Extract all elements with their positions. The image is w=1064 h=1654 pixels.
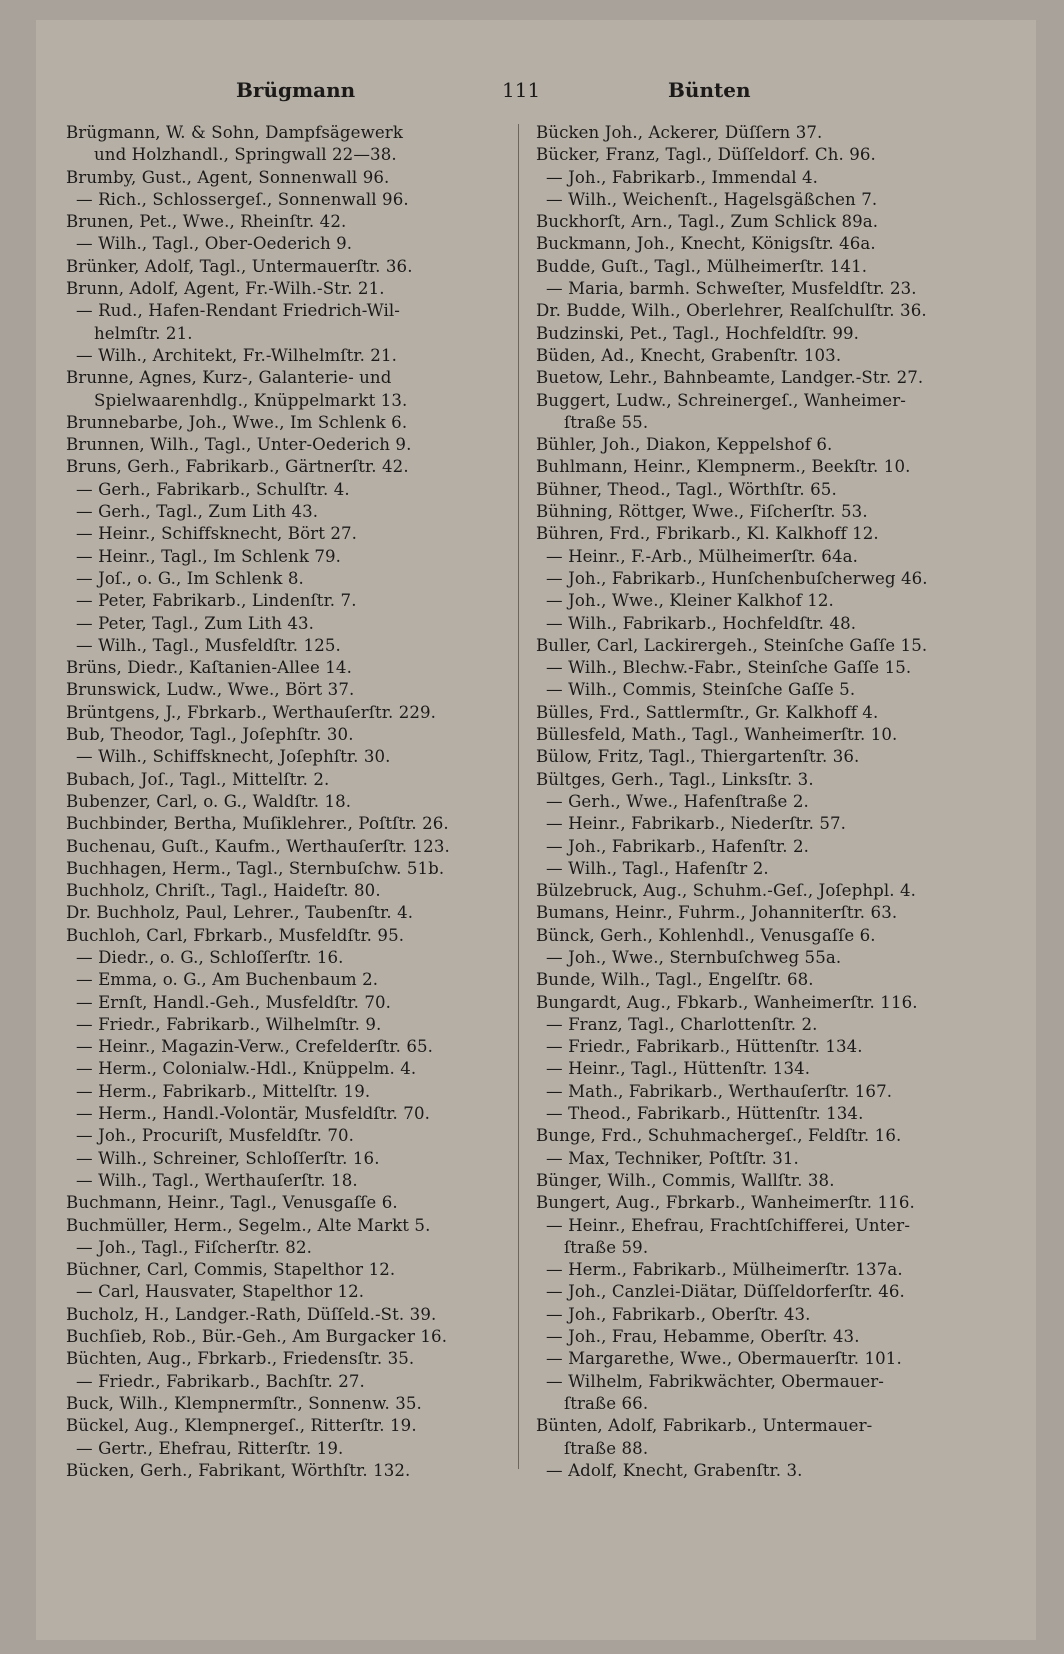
- directory-entry: — Herm., Fabrikarb., Mittelſtr. 19.: [76, 1081, 371, 1101]
- header-right-keyword: Bünten: [668, 78, 751, 102]
- directory-entry: Büden, Ad., Knecht, Grabenſtr. 103.: [536, 345, 842, 365]
- directory-entry: — Joh., Wwe., Kleiner Kalkhof 12.: [546, 591, 834, 611]
- column-divider: [518, 124, 519, 1469]
- directory-entry: — Heinr., Magazin-Verw., Crefelderſtr. 65.: [76, 1037, 434, 1057]
- directory-entry: Buchloh, Carl, Fbrkarb., Musfeldſtr. 95.: [66, 925, 405, 945]
- directory-entry: ſtraße 88.: [564, 1438, 649, 1458]
- directory-entry: Brünker, Adolf, Tagl., Untermauerſtr. 36.: [66, 256, 413, 276]
- directory-entry: Bülow, Fritz, Tagl., Thiergartenſtr. 36.: [536, 747, 860, 767]
- directory-entry: Bubenzer, Carl, o. G., Waldſtr. 18.: [66, 791, 352, 811]
- page-header: [36, 78, 1036, 118]
- directory-entry: Brunnebarbe, Joh., Wwe., Im Schlenk 6.: [66, 412, 408, 432]
- directory-entry: Bülzebruck, Aug., Schuhm.-Geſ., Joſephpl. 4.: [536, 881, 917, 901]
- directory-entry: Buchſieb, Rob., Bür.-Geh., Am Burgacker 16.: [66, 1327, 448, 1347]
- directory-entry: Bünten, Adolf, Fabrikarb., Untermauer-: [536, 1416, 873, 1436]
- directory-entry: — Rich., Schlossergeſ., Sonnenwall 96.: [76, 189, 409, 209]
- directory-entry: — Herm., Fabrikarb., Mülheimerſtr. 137a.: [546, 1260, 903, 1280]
- directory-entry: ſtraße 66.: [564, 1393, 649, 1413]
- directory-entry: — Margarethe, Wwe., Obermauerſtr. 101.: [546, 1349, 902, 1369]
- directory-entry: — Joh., Fabrikarb., Oberſtr. 43.: [546, 1304, 811, 1324]
- directory-entry: — Gerh., Fabrikarb., Schulſtr. 4.: [76, 479, 350, 499]
- directory-entry: Bruns, Gerh., Fabrikarb., Gärtnerſtr. 42.: [66, 457, 409, 477]
- directory-entry: Dr. Budde, Wilh., Oberlehrer, Realſchulſtr. 36.: [536, 301, 927, 321]
- directory-entry: — Gerh., Wwe., Hafenſtraße 2.: [546, 791, 809, 811]
- directory-entry: — Wilh., Blechw.-Fabr., Steinſche Gaſſe 15.: [546, 658, 912, 678]
- directory-entry: Buck, Wilh., Klempnermſtr., Sonnenw. 35.: [66, 1393, 422, 1413]
- directory-entry: Bühler, Joh., Diakon, Keppelshof 6.: [536, 435, 833, 455]
- directory-entry: — Math., Fabrikarb., Werthauſerſtr. 167.: [546, 1081, 893, 1101]
- directory-entry: — Herm., Handl.-Volontär, Musfeldſtr. 70.: [76, 1104, 431, 1124]
- directory-entry: — Wilh., Tagl., Musfeldſtr. 125.: [76, 635, 341, 655]
- directory-entry: — Maria, barmh. Schweſter, Musfeldſtr. 23.: [546, 279, 917, 299]
- directory-entry: — Friedr., Fabrikarb., Hüttenſtr. 134.: [546, 1037, 863, 1057]
- left-column: [66, 122, 506, 1482]
- directory-entry: Brunen, Pet., Wwe., Rheinſtr. 42.: [66, 212, 347, 232]
- directory-entry: — Joh., Canzlei-Diätar, Düſſeldorferſtr. 46.: [546, 1282, 905, 1302]
- directory-entry: — Rud., Hafen-Rendant Friedrich-Wil-: [76, 301, 400, 321]
- directory-entry: Brunn, Adolf, Agent, Fr.-Wilh.-Str. 21.: [66, 279, 385, 299]
- directory-entry: — Joh., Tagl., Fiſcherſtr. 82.: [76, 1237, 312, 1257]
- directory-entry: — Emma, o. G., Am Buchenbaum 2.: [76, 970, 379, 990]
- directory-entry: — Wilh., Fabrikarb., Hochfeldſtr. 48.: [546, 613, 857, 633]
- directory-entry: — Wilh., Tagl., Hafenſtr 2.: [546, 858, 769, 878]
- directory-entry: — Theod., Fabrikarb., Hüttenſtr. 134.: [546, 1104, 864, 1124]
- directory-entry: — Wilh., Weichenſt., Hagelsgäßchen 7.: [546, 189, 878, 209]
- directory-entry: Bub, Theodor, Tagl., Joſephſtr. 30.: [66, 725, 354, 745]
- directory-entry: — Peter, Fabrikarb., Lindenſtr. 7.: [76, 591, 357, 611]
- directory-entry: Buckmann, Joh., Knecht, Königsſtr. 46a.: [536, 234, 876, 254]
- directory-entry: ſtraße 55.: [564, 412, 649, 432]
- directory-entry: — Wilh., Architekt, Fr.-Wilhelmſtr. 21.: [76, 345, 398, 365]
- directory-entry: Bücker, Franz, Tagl., Düſſeldorf. Ch. 96.: [536, 145, 876, 165]
- directory-entry: Büchten, Aug., Fbrkarb., Friedensſtr. 35.: [66, 1349, 415, 1369]
- directory-entry: Buchmann, Heinr., Tagl., Venusgaſſe 6.: [66, 1193, 398, 1213]
- directory-entry: — Peter, Tagl., Zum Lith 43.: [76, 613, 315, 633]
- directory-entry: — Heinr., Schiffsknecht, Bört 27.: [76, 524, 358, 544]
- directory-entry: — Friedr., Fabrikarb., Bachſtr. 27.: [76, 1371, 365, 1391]
- directory-entry: helmſtr. 21.: [94, 323, 193, 343]
- directory-entry: Brunne, Agnes, Kurz-, Galanterie- und: [66, 368, 392, 388]
- directory-entry: Bünck, Gerh., Kohlenhdl., Venusgaſſe 6.: [536, 925, 876, 945]
- directory-entry: — Max, Techniker, Poſtſtr. 31.: [546, 1148, 799, 1168]
- directory-entry: — Adolf, Knecht, Grabenſtr. 3.: [546, 1460, 803, 1480]
- directory-entry: Spielwaarenhdlg., Knüppelmarkt 13.: [94, 390, 408, 410]
- directory-entry: Buggert, Ludw., Schreinergeſ., Wanheimer-: [536, 390, 906, 410]
- directory-entry: Büllesfeld, Math., Tagl., Wanheimerſtr. 10.: [536, 725, 898, 745]
- directory-entry: Buhlmann, Heinr., Klempnerm., Beekſtr. 10.: [536, 457, 911, 477]
- directory-entry: Buchenau, Guſt., Kaufm., Werthauſerſtr. 123.: [66, 836, 450, 856]
- right-column: [536, 122, 976, 1482]
- directory-entry: Buchholz, Chriſt., Tagl., Haideſtr. 80.: [66, 881, 381, 901]
- directory-entry: — Joſ., o. G., Im Schlenk 8.: [76, 568, 304, 588]
- directory-entry: — Gerh., Tagl., Zum Lith 43.: [76, 502, 319, 522]
- directory-entry: Bücken Joh., Ackerer, Düſſern 37.: [536, 123, 823, 142]
- directory-entry: — Gertr., Ehefrau, Ritterſtr. 19.: [76, 1438, 344, 1458]
- directory-entry: Bültges, Gerh., Tagl., Linksſtr. 3.: [536, 769, 814, 789]
- directory-entry: Buchhagen, Herm., Tagl., Sternbuſchw. 51b.: [66, 858, 445, 878]
- directory-entry: Budde, Guſt., Tagl., Mülheimerſtr. 141.: [536, 256, 868, 276]
- directory-entry: — Joh., Fabrikarb., Hafenſtr. 2.: [546, 836, 810, 856]
- directory-entry: Buller, Carl, Lackirergeh., Steinſche Gaſſe 15.: [536, 635, 928, 655]
- directory-entry: Bühner, Theod., Tagl., Wörthſtr. 65.: [536, 479, 837, 499]
- directory-entry: Buchmüller, Herm., Segelm., Alte Markt 5.: [66, 1215, 431, 1235]
- directory-entry: Bungardt, Aug., Fbkarb., Wanheimerſtr. 116.: [536, 992, 918, 1012]
- directory-entry: Brunnen, Wilh., Tagl., Unter-Oederich 9.: [66, 435, 412, 455]
- directory-entry: — Franz, Tagl., Charlottenſtr. 2.: [546, 1014, 818, 1034]
- directory-entry: — Joh., Procuriſt, Musfeldſtr. 70.: [76, 1126, 355, 1146]
- directory-entry: — Diedr., o. G., Schloſſerſtr. 16.: [76, 947, 344, 967]
- directory-entry: — Wilh., Schiffsknecht, Joſephſtr. 30.: [76, 747, 391, 767]
- directory-entry: — Herm., Colonialw.-Hdl., Knüppelm. 4.: [76, 1059, 417, 1079]
- directory-entry: — Wilh., Tagl., Werthauſerſtr. 18.: [76, 1170, 358, 1190]
- directory-entry: — Joh., Wwe., Sternbuſchweg 55a.: [546, 947, 842, 967]
- directory-entry: Bühren, Frd., Fbrikarb., Kl. Kalkhoff 12.: [536, 524, 879, 544]
- page-number: 111: [502, 78, 541, 102]
- directory-entry: — Wilh., Tagl., Ober-Oederich 9.: [76, 234, 353, 254]
- directory-entry: Büchner, Carl, Commis, Stapelthor 12.: [66, 1260, 396, 1280]
- directory-entry: Bunge, Frd., Schuhmachergeſ., Feldſtr. 16.: [536, 1126, 902, 1146]
- directory-entry: Bungert, Aug., Fbrkarb., Wanheimerſtr. 116.: [536, 1193, 915, 1213]
- directory-entry: Bückel, Aug., Klempnergeſ., Ritterſtr. 19.: [66, 1416, 417, 1436]
- directory-entry: — Heinr., Fabrikarb., Niederſtr. 57.: [546, 814, 847, 834]
- directory-entry: — Heinr., Tagl., Hüttenſtr. 134.: [546, 1059, 811, 1079]
- directory-entry: Bucholz, H., Landger.-Rath, Düſſeld.-St. 39.: [66, 1304, 437, 1324]
- directory-entry: Buetow, Lehr., Bahnbeamte, Landger.-Str. 27.: [536, 368, 924, 388]
- header-left-keyword: Brügmann: [236, 78, 356, 102]
- directory-entry: — Ernſt, Handl.-Geh., Musfeldſtr. 70.: [76, 992, 392, 1012]
- directory-entry: Buckhorſt, Arn., Tagl., Zum Schlick 89a.: [536, 212, 879, 232]
- directory-entry: — Wilh., Commis, Steinſche Gaſſe 5.: [546, 680, 856, 700]
- directory-entry: Bunde, Wilh., Tagl., Engelſtr. 68.: [536, 970, 814, 990]
- directory-entry: Dr. Buchholz, Paul, Lehrer., Taubenſtr. 4.: [66, 903, 414, 923]
- directory-entry: Bünger, Wilh., Commis, Wallſtr. 38.: [536, 1170, 835, 1190]
- directory-entry: Brüntgens, J., Fbrkarb., Werthauſerſtr. 229.: [66, 702, 437, 722]
- directory-entry: ſtraße 59.: [564, 1237, 649, 1257]
- directory-entry: — Friedr., Fabrikarb., Wilhelmſtr. 9.: [76, 1014, 382, 1034]
- directory-entry: — Heinr., F.-Arb., Mülheimerſtr. 64a.: [546, 546, 858, 566]
- directory-page: [36, 20, 1036, 1640]
- directory-entry: Brunswick, Ludw., Wwe., Bört 37.: [66, 680, 355, 700]
- directory-entry: — Heinr., Tagl., Im Schlenk 79.: [76, 546, 342, 566]
- directory-entry: Bücken, Gerh., Fabrikant, Wörthſtr. 132.: [66, 1460, 411, 1480]
- directory-entry: Budzinski, Pet., Tagl., Hochfeldſtr. 99.: [536, 323, 860, 343]
- directory-entry: — Joh., Fabrikarb., Hunſchenbuſcherweg 46.: [546, 568, 928, 588]
- directory-entry: — Carl, Hausvater, Stapelthor 12.: [76, 1282, 365, 1302]
- directory-entry: Bubach, Joſ., Tagl., Mittelſtr. 2.: [66, 769, 330, 789]
- directory-entry: Bülles, Frd., Sattlermſtr., Gr. Kalkhoff 4.: [536, 702, 879, 722]
- directory-entry: Buchbinder, Bertha, Muſiklehrer., Poſtſtr. 26.: [66, 814, 449, 834]
- directory-entry: — Heinr., Ehefrau, Frachtſchifferei, Unter-: [546, 1215, 911, 1235]
- directory-entry: — Joh., Fabrikarb., Immendal 4.: [546, 167, 819, 187]
- directory-entry: Bumans, Heinr., Fuhrm., Johanniterſtr. 63.: [536, 903, 898, 923]
- directory-entry: — Wilh., Schreiner, Schloſſerſtr. 16.: [76, 1148, 380, 1168]
- directory-entry: und Holzhandl., Springwall 22—38.: [94, 145, 397, 165]
- directory-entry: Brüns, Diedr., Kaſtanien-Allee 14.: [66, 658, 352, 678]
- directory-entry: Brumby, Gust., Agent, Sonnenwall 96.: [66, 167, 390, 187]
- directory-entry: Brügmann, W. & Sohn, Dampfsägewerk: [66, 123, 403, 142]
- directory-entry: — Joh., Frau, Hebamme, Oberſtr. 43.: [546, 1327, 860, 1347]
- directory-entry: Bühning, Röttger, Wwe., Fiſcherſtr. 53.: [536, 502, 868, 522]
- directory-entry: — Wilhelm, Fabrikwächter, Obermauer-: [546, 1371, 885, 1391]
